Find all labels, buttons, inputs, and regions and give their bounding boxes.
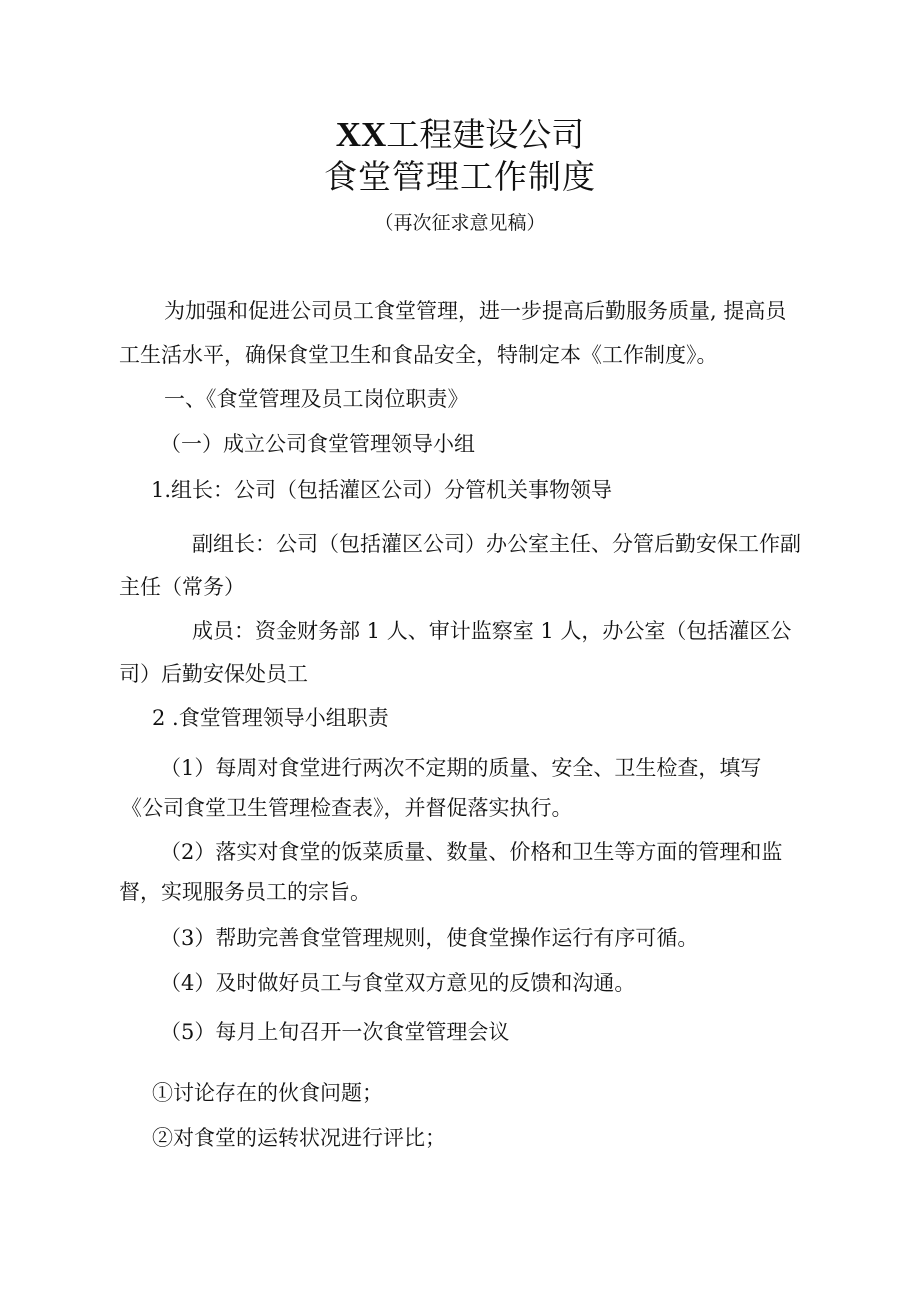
company-prefix: XX xyxy=(335,115,387,154)
company-name: 工程建设公司 xyxy=(386,115,585,154)
document-subtitle: （再次征求意见稿） xyxy=(374,212,546,234)
duty-4: （4）及时做好员工与食堂双方意见的反馈和沟通。 xyxy=(160,971,636,995)
subsection-heading-1: （一）成立公司食堂管理领导小组 xyxy=(160,432,475,456)
members-line-1: 成员：资金财务部 1 人、审计监察室 1 人，办公室（包括灌区公 xyxy=(192,619,792,643)
members-line-2: 司）后勤安保处员工 xyxy=(119,662,308,686)
duty-2-line-1: （2）落实对食堂的饭菜质量、数量、价格和卫生等方面的管理和监 xyxy=(160,840,783,864)
deputy-leader-line-2: 主任（常务） xyxy=(119,575,245,599)
item-1-leader: 1.组长：公司（包括灌区公司）分管机关事物领导 xyxy=(151,478,613,502)
intro-line-2: 工生活水平，确保食堂卫生和食品安全，特制定本《工作制度》。 xyxy=(119,343,718,367)
duty-5: （5）每月上旬召开一次食堂管理会议 xyxy=(160,1020,510,1044)
duty-3: （3）帮助完善食堂管理规则，使食堂操作运行有序可循。 xyxy=(160,926,699,950)
sub-item-1: ①讨论存在的伙食问题； xyxy=(152,1081,383,1105)
item-2-duties: 2 .食堂管理领导小组职责 xyxy=(152,706,389,730)
deputy-leader-line-1: 副组长：公司（包括灌区公司）办公室主任、分管后勤安保工作副 xyxy=(192,532,801,556)
duty-1-line-2: 《公司食堂卫生管理检查表》，并督促落实执行。 xyxy=(121,796,573,820)
duty-2-line-2: 督，实现服务员工的宗旨。 xyxy=(119,880,371,904)
duty-1-line-1: （1）每周对食堂进行两次不定期的质量、安全、卫生检查，填写 xyxy=(160,756,762,780)
intro-line-1: 为加强和促进公司员工食堂管理，进一步提高后勤服务质量, 提高员 xyxy=(164,299,787,323)
section-heading-1: 一、《食堂管理及员工岗位职责》 xyxy=(164,387,469,411)
sub-item-2: ②对食堂的运转状况进行评比； xyxy=(152,1126,446,1150)
document-title-company xyxy=(0,117,920,152)
document-title: 食堂管理工作制度 xyxy=(324,157,596,196)
